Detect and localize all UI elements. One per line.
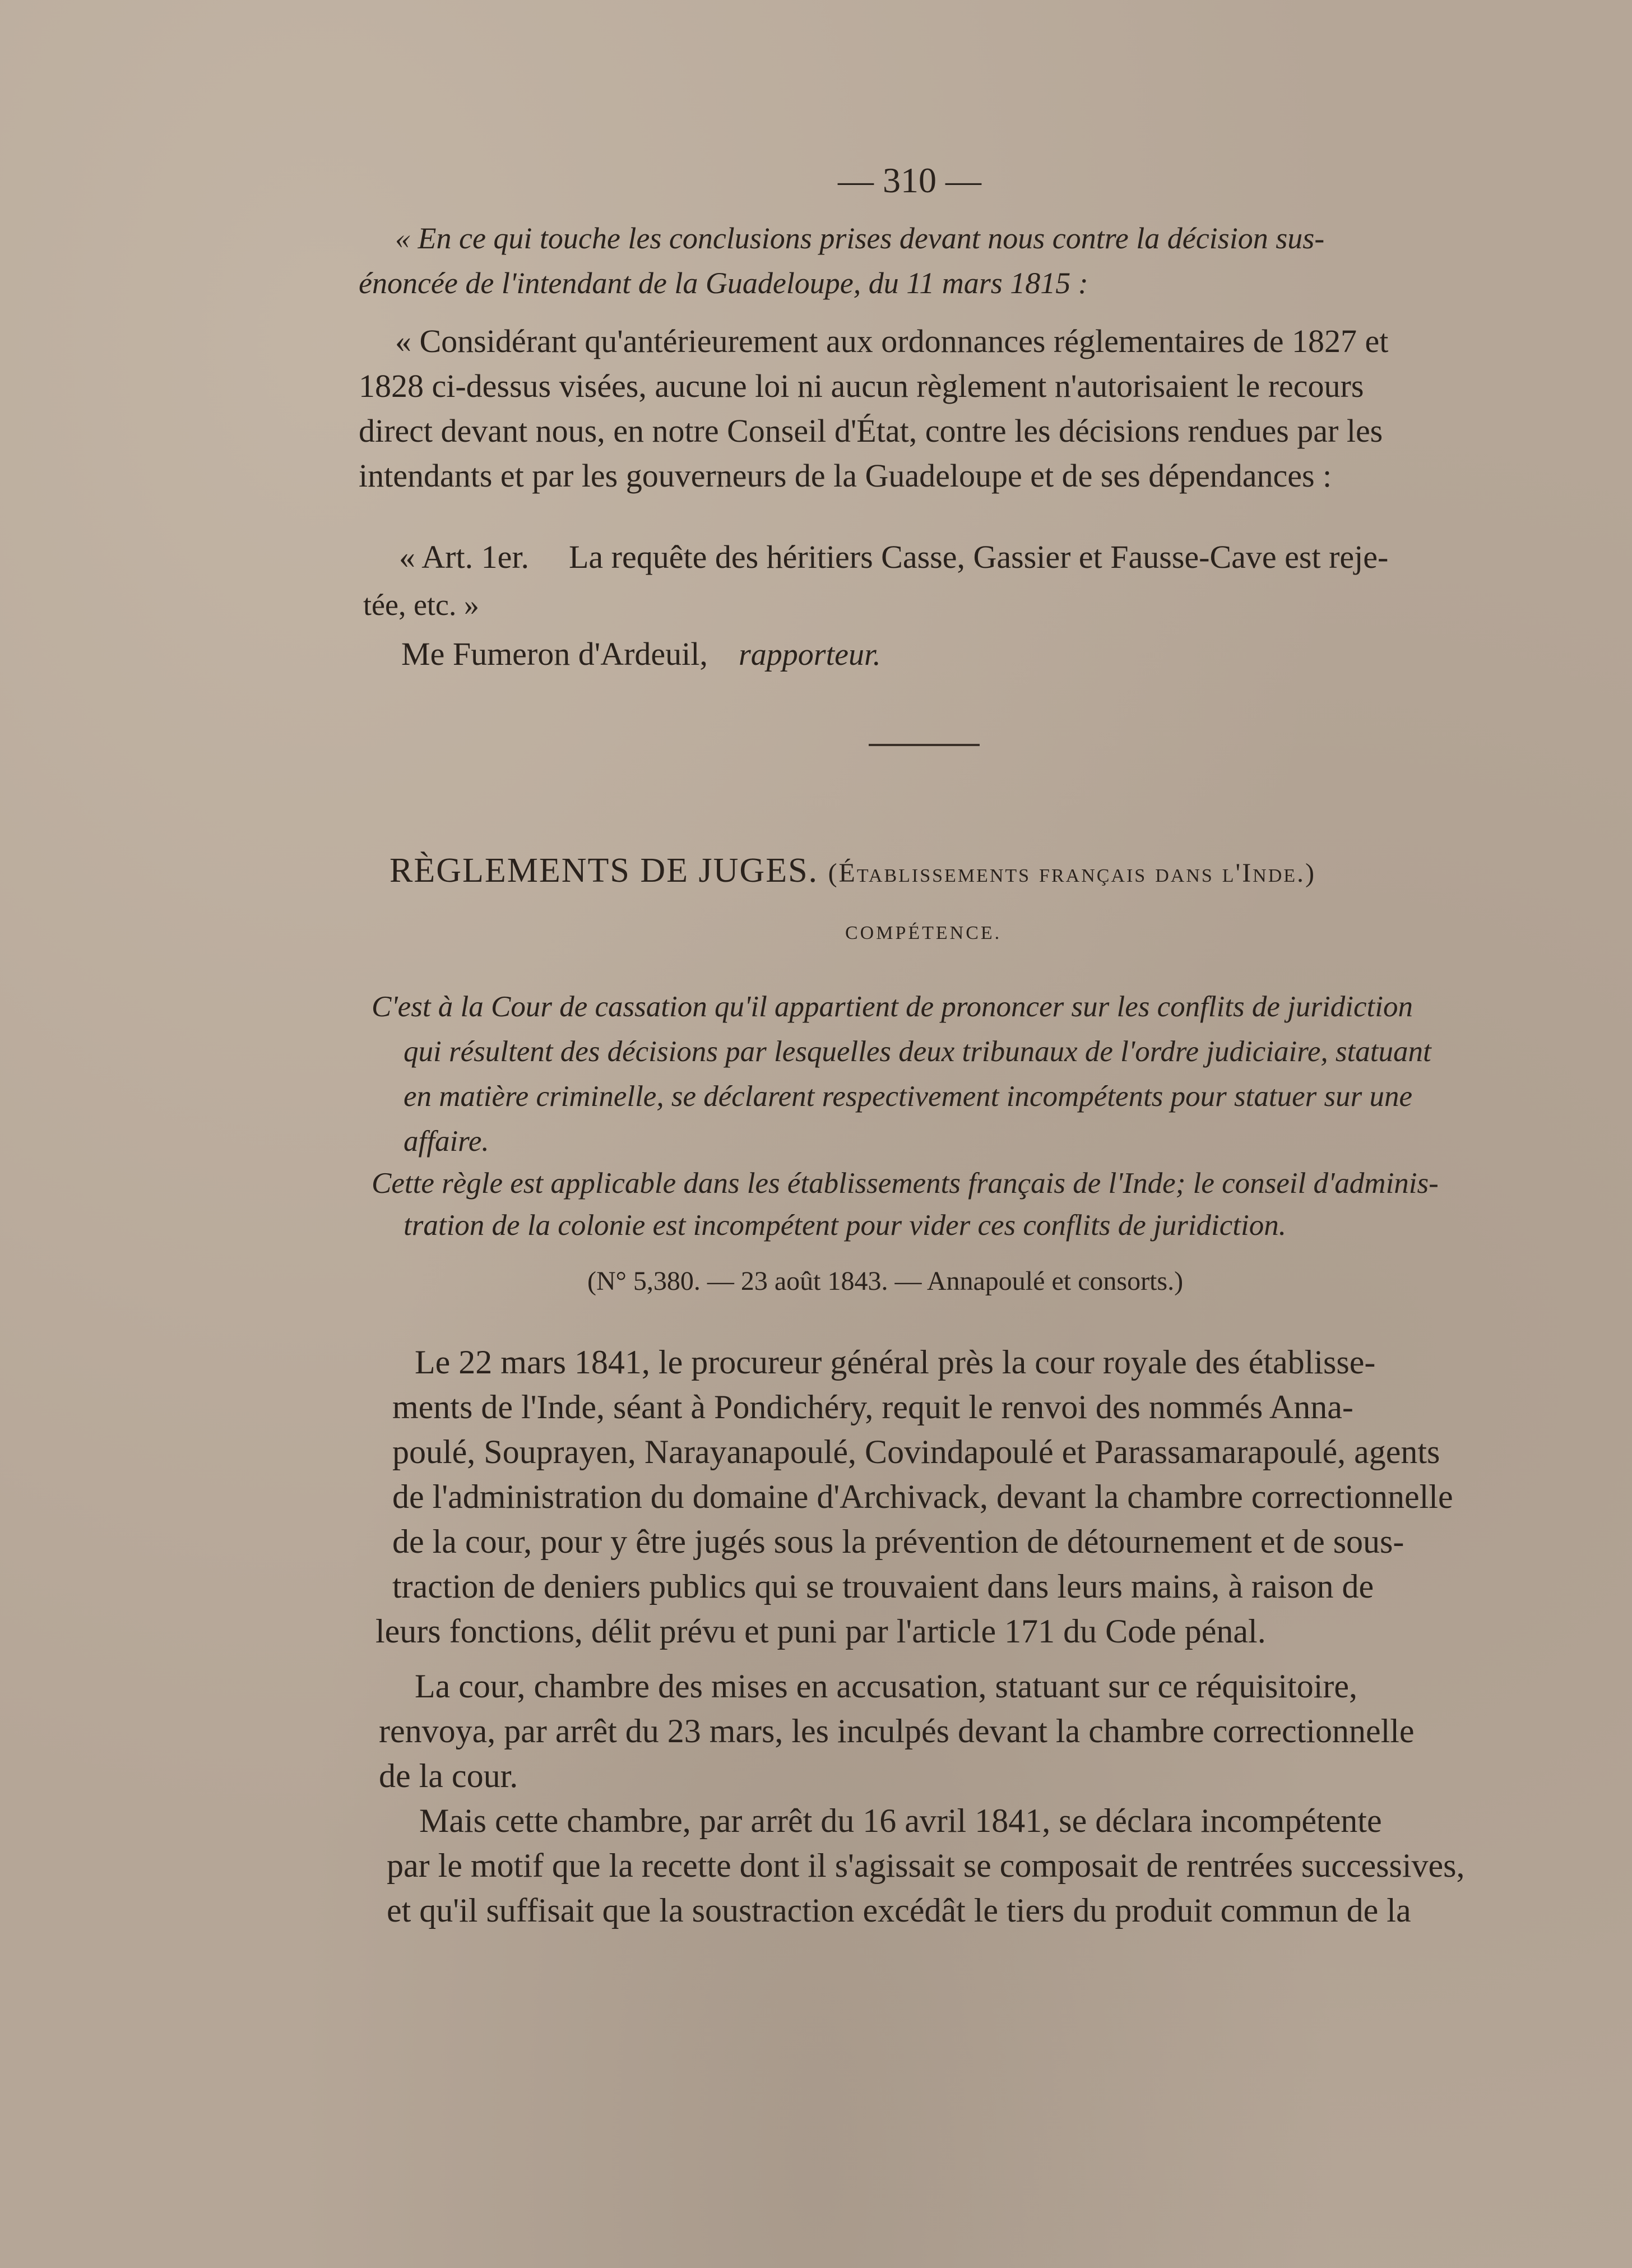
body-line-10: de la cour. [379, 1757, 518, 1794]
body-line-5: de la cour, pour y être jugés sous la prévention de détournement et de sous- [392, 1523, 1404, 1560]
body-line-13: et qu'il suffisait que la soustraction excédât le tiers du produit commun de la [387, 1892, 1411, 1929]
rapporteur-title: rapporteur. [739, 637, 881, 672]
section-divider [869, 744, 980, 746]
intro-line-2: énoncée de l'intendant de la Guadeloupe, du 11 mars 1815 : [359, 266, 1088, 300]
body-line-7: leurs fonctions, délit prévu et puni par l'article 171 du Code pénal. [375, 1613, 1266, 1650]
section-title-sub: (Établissements français dans l'Inde.) [828, 858, 1316, 888]
summary-line-1: C'est à la Cour de cassation qu'il appartient de prononcer sur les conflits de juridiction [372, 990, 1413, 1023]
summary-line-6: tration de la colonie est incompétent pour vider ces conflits de juridiction. [404, 1209, 1286, 1242]
summary-line-3: en matière criminelle, se déclarent respectivement incompétents pour statuer sur une [404, 1080, 1413, 1113]
considerant-line-4: intendants et par les gouverneurs de la Guadeloupe et de ses dépendances : [359, 457, 1332, 494]
summary-line-5: Cette règle est applicable dans les établissements français de l'Inde; le conseil d'adminis- [372, 1167, 1439, 1200]
section-title-main: RÈGLEMENTS DE JUGES. [390, 851, 819, 890]
body-line-1: Le 22 mars 1841, le procureur général près la cour royale des établisse- [415, 1344, 1376, 1381]
article-line-1: La requête des héritiers Casse, Gassier et Fausse-Cave est reje- [569, 539, 1389, 575]
section-subheading: COMPÉTENCE. [845, 923, 1002, 943]
body-line-8: La cour, chambre des mises en accusation, statuant sur ce réquisitoire, [415, 1668, 1357, 1705]
body-line-4: de l'administration du domaine d'Archivack, devant la chambre correctionnelle [392, 1478, 1453, 1515]
body-line-11: Mais cette chambre, par arrêt du 16 avril 1841, se déclara incompétente [419, 1802, 1382, 1839]
considerant-line-1: « Considérant qu'antérieurement aux ordonnances réglementaires de 1827 et [395, 323, 1389, 359]
considerant-line-2: 1828 ci-dessus visées, aucune loi ni aucun règlement n'autorisaient le recours [359, 368, 1364, 404]
summary-line-2: qui résultent des décisions par lesquelles deux tribunaux de l'ordre judiciaire, statuant [404, 1035, 1431, 1068]
section-title [390, 853, 1316, 888]
body-line-3: poulé, Souprayen, Narayanapoulé, Covindapoulé et Parassamarapoulé, agents [392, 1433, 1440, 1470]
page-number: — 310 — [838, 160, 981, 200]
body-line-12: par le motif que la recette dont il s'agissait se composait de rentrées successives, [387, 1847, 1465, 1884]
article-label: « Art. 1er. [399, 539, 529, 575]
case-reference: (N° 5,380. — 23 août 1843. — Annapoulé et consorts.) [587, 1266, 1184, 1296]
summary-line-4: affaire. [404, 1125, 489, 1158]
body-line-6: traction de deniers publics qui se trouvaient dans leurs mains, à raison de [392, 1568, 1374, 1605]
intro-line-1: « En ce qui touche les conclusions prises devant nous contre la décision sus- [395, 221, 1325, 255]
body-line-9: renvoya, par arrêt du 23 mars, les inculpés devant la chambre correctionnelle [379, 1712, 1415, 1749]
considerant-line-3: direct devant nous, en notre Conseil d'État, contre les décisions rendues par les [359, 413, 1383, 449]
body-line-2: ments de l'Inde, séant à Pondichéry, requit le renvoi des nommés Anna- [392, 1388, 1353, 1425]
article-line-2: tée, etc. » [363, 588, 479, 622]
rapporteur-name: Me Fumeron d'Ardeuil, [401, 636, 708, 672]
